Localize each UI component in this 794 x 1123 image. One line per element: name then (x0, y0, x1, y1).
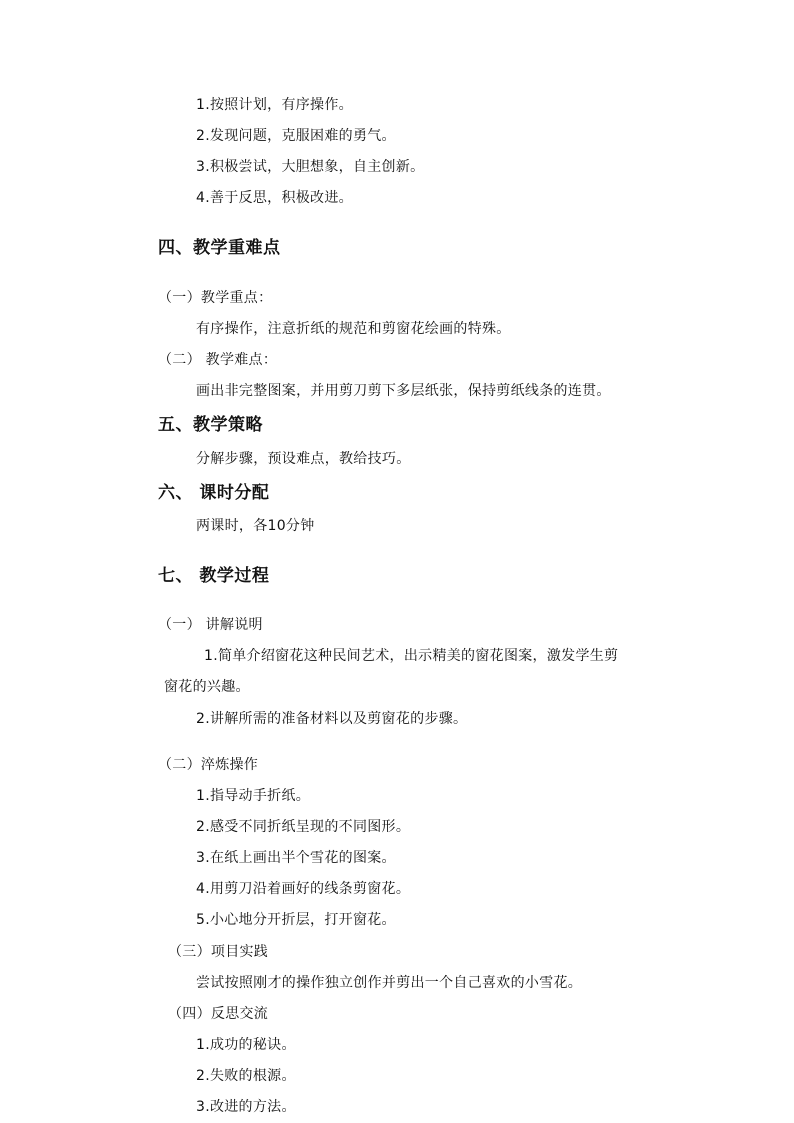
section-heading: 四、教学重难点 (158, 238, 281, 258)
section-heading: 五、教学策略 (158, 415, 263, 435)
list-item: 3.改进的方法。 (196, 1099, 296, 1115)
list-item: 1.成功的秘诀。 (196, 1037, 296, 1053)
goal-item: 4.善于反思，积极改进。 (196, 190, 353, 206)
list-item: 3.在纸上画出半个雪花的图案。 (196, 850, 396, 866)
section-heading: 七、 教学过程 (158, 566, 270, 586)
subsection-label: （四）反思交流 (168, 1006, 269, 1022)
paragraph: 有序操作，注意折纸的规范和剪窗花绘画的特殊。 (196, 321, 511, 337)
goal-item: 1.按照计划，有序操作。 (196, 97, 353, 113)
paragraph: 尝试按照刚才的操作独立创作并剪出一个自己喜欢的小雪花。 (196, 975, 583, 991)
subsection-label: （一）教学重点： (158, 290, 273, 306)
subsection-label: （三）项目实践 (168, 944, 269, 960)
list-item: 2.失败的根源。 (196, 1068, 296, 1084)
list-item: 4.用剪刀沿着画好的线条剪窗花。 (196, 881, 411, 897)
subsection-label: （一） 讲解说明 (158, 617, 263, 633)
subsection-label: （二） 教学难点： (158, 352, 278, 368)
goal-item: 2.发现问题，克服困难的勇气。 (196, 128, 396, 144)
subsection-label: （二）淬炼操作 (158, 757, 259, 773)
paragraph: 分解步骤，预设难点，教给技巧。 (196, 451, 411, 467)
list-item-continuation: 窗花的兴趣。 (164, 679, 250, 695)
section-heading: 六、 课时分配 (158, 483, 270, 503)
paragraph: 两课时，各10分钟 (196, 518, 315, 534)
list-item: 1.指导动手折纸。 (196, 788, 311, 804)
paragraph: 画出非完整图案，并用剪刀剪下多层纸张，保持剪纸线条的连贯。 (196, 383, 611, 399)
list-item: 5.小心地分开折层，打开窗花。 (196, 912, 396, 928)
list-item: 2.讲解所需的准备材料以及剪窗花的步骤。 (196, 711, 468, 727)
list-item: 1.简单介绍窗花这种民间艺术，出示精美的窗花图案，激发学生剪 (204, 648, 619, 664)
list-item: 2.感受不同折纸呈现的不同图形。 (196, 819, 411, 835)
goal-item: 3.积极尝试，大胆想象，自主创新。 (196, 159, 425, 175)
